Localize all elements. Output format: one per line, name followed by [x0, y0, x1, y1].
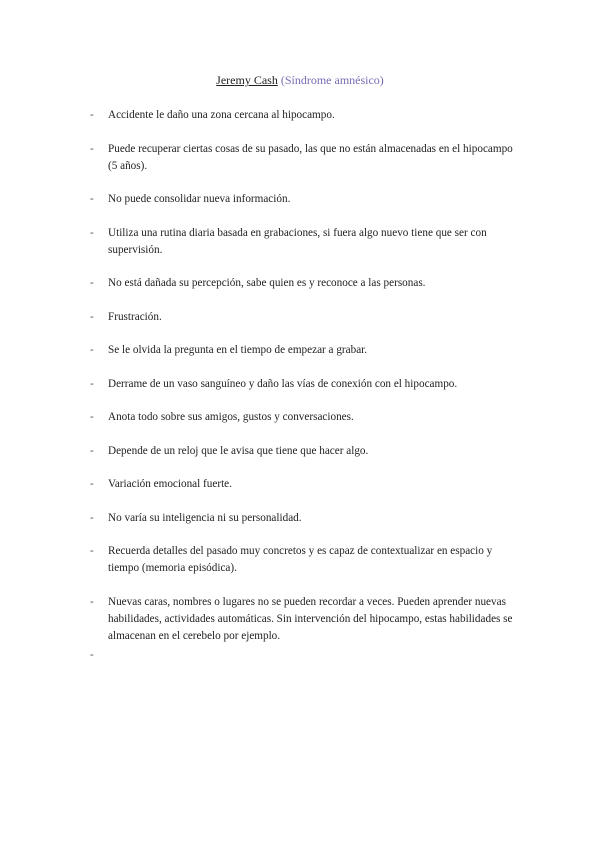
bullet-dash: -: [90, 648, 94, 661]
list-item-text: No está dañada su percepción, sabe quien es y reconoce a las personas.: [108, 277, 426, 289]
list-item-text: Variación emocional fuerte.: [108, 478, 232, 490]
list-item: [90, 342, 520, 359]
list-item-text: Accidente le daño una zona cercana al hipocampo.: [108, 109, 335, 121]
bullet-dash: -: [90, 344, 94, 356]
list-item-text: Puede recuperar ciertas cosas de su pasado, las que no están almacenadas en el hipocampo (5 años).: [108, 142, 513, 172]
list-item: [90, 191, 520, 208]
list-item-empty: [90, 647, 520, 664]
list-item: [90, 476, 520, 493]
list-item: [90, 309, 520, 326]
list-item: [90, 543, 520, 577]
bullet-dash: -: [90, 226, 94, 239]
list-item: [90, 141, 520, 175]
list-item: [90, 594, 520, 645]
list-item: [90, 376, 520, 393]
bullet-dash: -: [90, 511, 94, 524]
bullet-dash: -: [90, 142, 94, 155]
list-item: [90, 510, 520, 527]
bullet-dash: -: [90, 377, 94, 390]
bullet-dash: -: [90, 444, 94, 457]
list-item-text: Anota todo sobre sus amigos, gustos y conversaciones.: [108, 411, 354, 423]
list-item-text: No puede consolidar nueva información.: [108, 193, 291, 205]
bullet-dash: -: [90, 595, 94, 608]
document-title: [0, 72, 600, 88]
bullet-dash: -: [90, 545, 94, 557]
list-item-text: No varía su inteligencia ni su personalidad.: [108, 511, 302, 524]
list-item: [90, 409, 520, 426]
bullet-dash: -: [90, 277, 94, 289]
title-subtitle: (Síndrome amnésico): [280, 73, 384, 87]
bullet-dash: -: [90, 411, 94, 423]
list-item: [90, 225, 520, 259]
bullet-dash: -: [90, 193, 94, 205]
list-item-text: Derrame de un vaso sanguíneo y daño las vías de conexión con el hipocampo.: [108, 377, 458, 390]
list-item: [90, 275, 520, 292]
list-item-text: Frustración.: [108, 310, 162, 323]
list-item-text: Se le olvida la pregunta en el tiempo de empezar a grabar.: [108, 344, 368, 356]
list-item: [90, 107, 520, 124]
bullet-dash: -: [90, 109, 94, 121]
list-item-text: Utiliza una rutina diaria basada en grabaciones, si fuera algo nuevo tiene que ser con supervisión.: [108, 226, 487, 256]
list-item-text: Depende de un reloj que le avisa que tiene que hacer algo.: [108, 444, 369, 457]
bullet-dash: -: [90, 310, 94, 323]
title-name: Jeremy Cash: [216, 73, 278, 87]
notes-list: [90, 107, 520, 664]
list-item: [90, 443, 520, 460]
list-item-text: Nuevas caras, nombres o lugares no se pueden recordar a veces. Pueden aprender nuevas habilidades, actividades automáticas. Sin intervención del hipocampo, estas habilidades se almacenan en el cerebelo por ejemplo.: [108, 595, 513, 642]
bullet-dash: -: [90, 478, 94, 490]
list-item-text: Recuerda detalles del pasado muy concretos y es capaz de contextualizar en espacio y tiempo (memoria episódica).: [108, 545, 493, 574]
